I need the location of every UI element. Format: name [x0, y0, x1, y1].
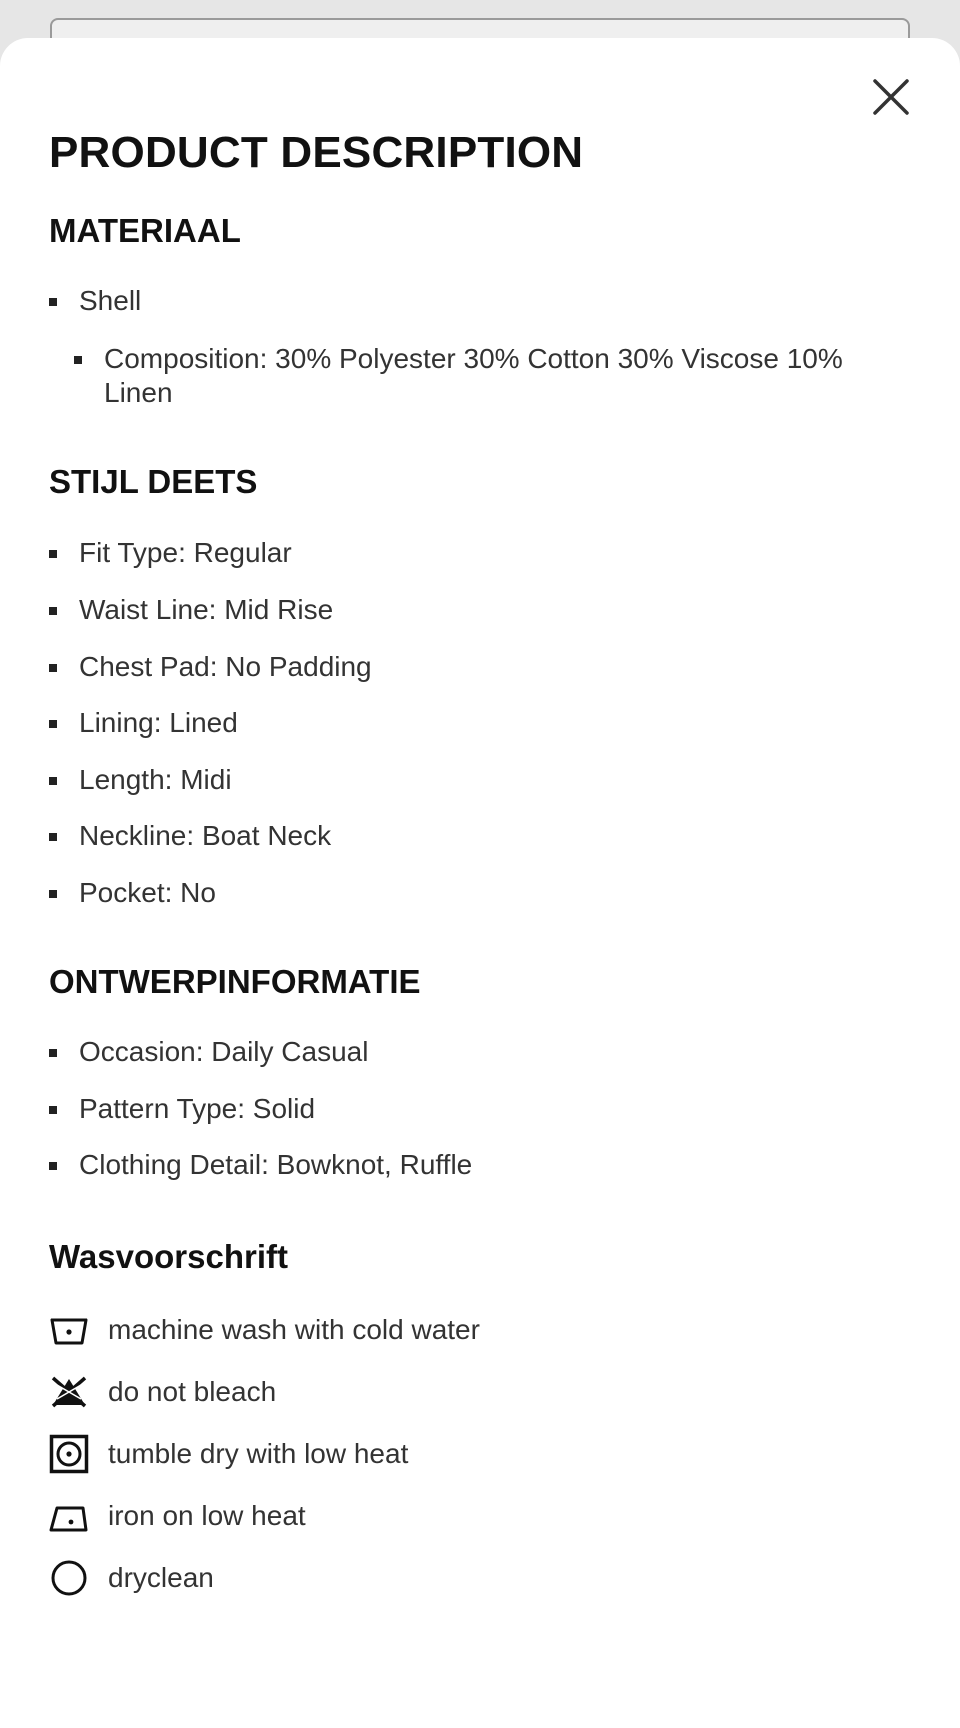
care-item: machine wash with cold water: [49, 1310, 480, 1350]
list-item: Waist Line: Mid Rise: [49, 593, 333, 627]
bullet-icon: [49, 1162, 57, 1170]
care-item: tumble dry with low heat: [49, 1434, 408, 1474]
list-sub-item: Composition: 30% Polyester 30% Cotton 30% Viscose 10% Linen: [74, 342, 864, 410]
bullet-icon: [49, 664, 57, 672]
list-item: Fit Type: Regular: [49, 536, 292, 570]
bullet-icon: [49, 607, 57, 615]
bullet-icon: [49, 1106, 57, 1114]
list-item: Clothing Detail: Bowknot, Ruffle: [49, 1148, 472, 1182]
section-title-materiaal: MATERIAAL: [49, 212, 241, 249]
list-item: Length: Midi: [49, 763, 232, 797]
section-title-stijl-deets: STIJL DEETS: [49, 463, 258, 500]
wash-cold-icon: [49, 1310, 89, 1350]
tumble-dry-low-icon: [49, 1434, 89, 1474]
bullet-icon: [49, 890, 57, 898]
bullet-icon: [49, 777, 57, 785]
page-title: PRODUCT DESCRIPTION: [49, 128, 584, 177]
bullet-icon: [49, 550, 57, 558]
list-item: Occasion: Daily Casual: [49, 1035, 368, 1069]
list-item: Pattern Type: Solid: [49, 1092, 315, 1126]
iron-low-icon: [49, 1496, 89, 1536]
dryclean-icon: [49, 1558, 89, 1598]
close-button[interactable]: [870, 76, 912, 118]
list-item: Lining: Lined: [49, 706, 238, 740]
close-icon: [870, 76, 912, 118]
list-item: Shell: [49, 284, 141, 318]
list-item: Neckline: Boat Neck: [49, 819, 331, 853]
list-item: Chest Pad: No Padding: [49, 650, 372, 684]
bullet-icon: [49, 833, 57, 841]
no-bleach-icon: [49, 1372, 89, 1412]
care-item: do not bleach: [49, 1372, 276, 1412]
bullet-icon: [49, 720, 57, 728]
bullet-icon: [49, 298, 57, 306]
care-item: dryclean: [49, 1558, 214, 1598]
bullet-icon: [74, 356, 82, 364]
list-item: Pocket: No: [49, 876, 216, 910]
bullet-icon: [49, 1049, 57, 1057]
section-title-wasvoorschrift: Wasvoorschrift: [49, 1238, 288, 1275]
section-title-ontwerpinformatie: ONTWERPINFORMATIE: [49, 963, 421, 1000]
care-item: iron on low heat: [49, 1496, 306, 1536]
